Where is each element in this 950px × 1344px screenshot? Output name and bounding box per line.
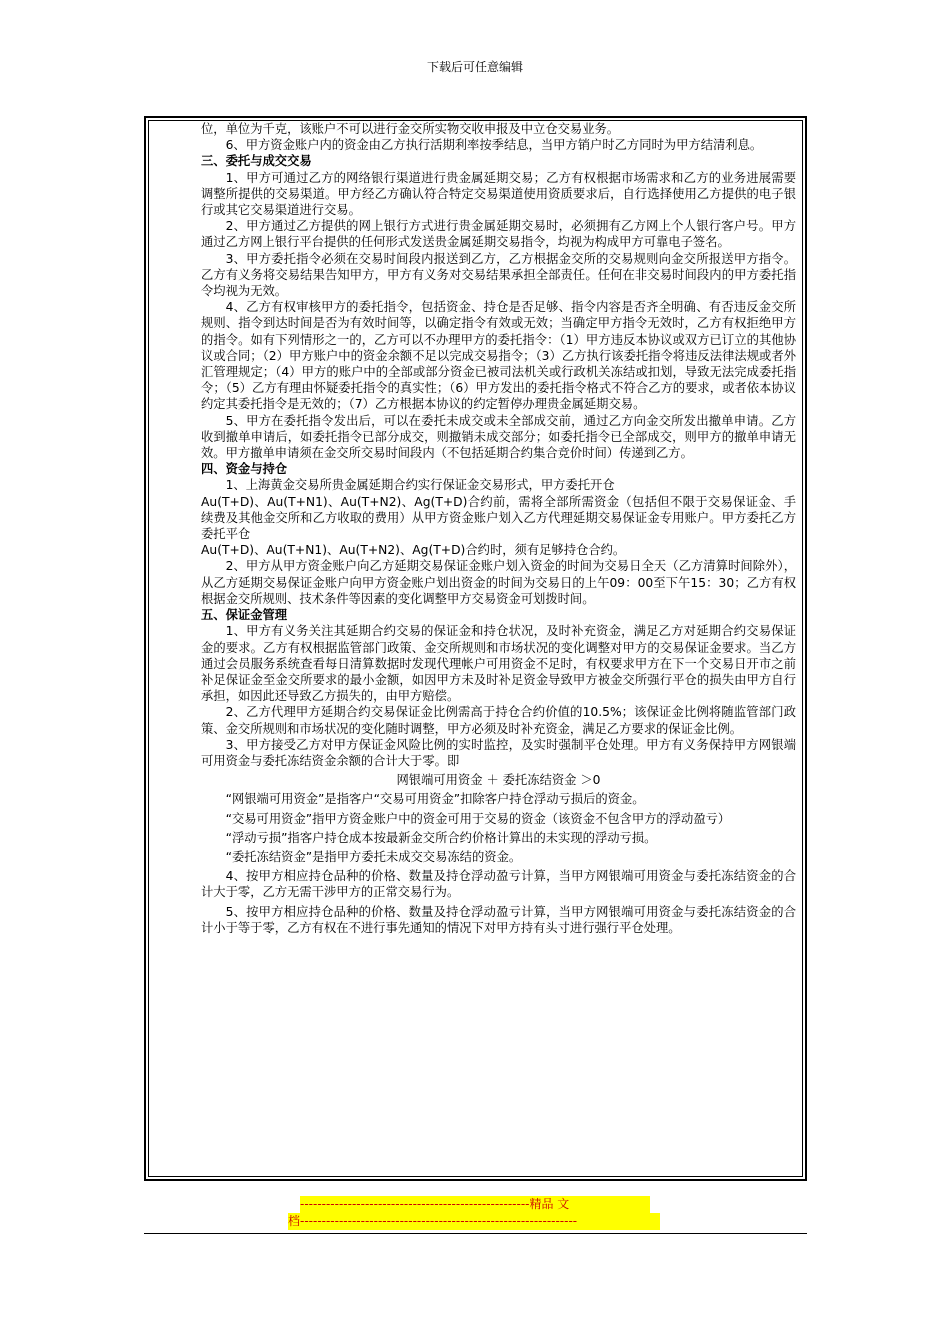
document-frame bbox=[148, 120, 803, 1177]
clause-2-6: 6、甲方资金账户内的资金由乙方执行活期利率按季结息，当甲方销户时乙方同时为甲方结清利息。 bbox=[225, 138, 763, 153]
clause-3-5: 5、甲方在委托指令发出后，可以在委托未成交或未全部成交前，通过乙方向金交所发出撤单申请。乙方收到撤单申请后，如委托指令已部分成交，则撤销未成交部分；如委托指令已全部成交，则甲方的撤单申请无效。甲方撤单申请须在金交所交易时间段内（不包括延期合约集合竞价时间）传递到乙方。 bbox=[201, 413, 796, 461]
definition-online-available-funds: “网银端可用资金”是指客户“交易可用资金”扣除客户持仓浮动亏损后的资金。 bbox=[225, 792, 645, 807]
section-heading-4: 四、资金与持仓 bbox=[201, 462, 288, 477]
clause-5-5: 5、按甲方相应持仓品种的价格、数量及持仓浮动盈亏计算，当甲方网银端可用资金与委托冻结资金的合计小于等于零，乙方有权在不进行事先通知的情况下对甲方持有头寸进行强行平仓处理。 bbox=[201, 904, 796, 935]
section-heading-3: 三、委托与成交交易 bbox=[201, 154, 312, 169]
footer-line-2: 档---------------------------------------------------------------- bbox=[288, 1213, 660, 1230]
definition-floating-loss: “浮动亏损”指客户持仓成本按最新金交所合约价格计算出的未实现的浮动亏损。 bbox=[225, 830, 657, 845]
clause-5-2: 2、乙方代理甲方延期合约交易保证金比例需高于持仓合约价值的10.5%；该保证金比例将随监管部门政策、金交所规则和市场状况的变化随时调整，甲方必须及时补充资金，满足乙方要求的保证金比例。 bbox=[201, 705, 796, 736]
clause-5-1: 1、甲方有义务关注其延期合约交易的保证金和持仓状况，及时补充资金，满足乙方对延期合约交易保证金的要求。乙方有权根据监管部门政策、金交所规则和市场状况的变化调整对甲方的交易保证金要求。当乙方通过会员服务系统查看每日清算数据时发现代理帐户可用资金不足时，有权要求甲方在下一个交易日开市之前补足保证金至金交所要求的最小金额，如因甲方未及时补足资金导致甲方被金交所强行平仓的损失由甲方自行承担，如因此还导致乙方损失的，由甲方赔偿。 bbox=[201, 624, 796, 704]
bottom-divider bbox=[144, 1233, 807, 1234]
clause-3-4: 4、乙方有权审核甲方的委托指令，包括资金、持仓是否足够、指令内容是否齐全明确、有否违反金交所规则、指令到达时间是否为有效时间等，以确定指令有效或无效；当确定甲方指令无效时，乙方有权拒绝甲方的指令。如有下列情形之一的，乙方可以不办理甲方的委托指令：（1）甲方违反本协议或双方已订立的其他协议或合同；（2）甲方账户中的资金余额不足以完成交易指令；（3）乙方执行该委托指令将违反法律法规或者外汇管理规定；（4）甲方的账户中的全部或部分资金已被司法机关或行政机关冻结或扣划，导致无法完成委托指令；（5）乙方有理由怀疑委托指令的真实性；（6）甲方发出的委托指令格式不符合乙方的要求，或者依本协议约定其委托指令是无效的；（7）乙方根据本协议的约定暂停办理贵金属延期交易。 bbox=[201, 300, 796, 412]
document-body bbox=[201, 121, 796, 936]
clause-4-1-line3: Au(T+D)、Au(T+N1)、Au(T+N2)、Ag(T+D)合约时，须有足够持仓合约。 bbox=[201, 543, 626, 558]
formula: 网银端可用资金 ＋ 委托冻结资金 ＞0 bbox=[396, 773, 601, 788]
definition-frozen-funds: “委托冻结资金”是指甲方委托未成交交易冻结的资金。 bbox=[225, 849, 522, 864]
footer-watermark bbox=[288, 1196, 660, 1230]
clause-5-3: 3、甲方接受乙方对甲方保证金风险比例的实时监控，及实时强制平仓处理。甲方有义务保持甲方网银端可用资金与委托冻结资金余额的合计大于零。即 bbox=[201, 737, 796, 768]
clause-4-1-line1: 1、上海黄金交易所贵金属延期合约实行保证金交易形式，甲方委托开仓 bbox=[225, 478, 615, 493]
clause-3-2: 2、甲方通过乙方提供的网上银行方式进行贵金属延期交易时，必须拥有乙方网上个人银行客户号。甲方通过乙方网上银行平台提供的任何形式发送贵金属延期交易指令，均视为构成甲方可靠电子签名。 bbox=[201, 219, 796, 250]
section-heading-5: 五、保证金管理 bbox=[201, 608, 288, 623]
definition-trading-available-funds: “交易可用资金”指甲方资金账户中的资金可用于交易的资金（该资金不包含甲方的浮动盈亏） bbox=[225, 811, 731, 826]
paragraph-continued: 位，单位为千克，该账户不可以进行金交所实物交收申报及中立仓交易业务。 bbox=[201, 122, 620, 136]
clause-3-3: 3、甲方委托指令必须在交易时间段内报送到乙方，乙方根据金交所的交易规则向金交所报送甲方指令。乙方有义务将交易结果告知甲方，甲方有义务对交易结果承担全部责任。任何在非交易时间段内的甲方委托指令均视为无效。 bbox=[201, 251, 796, 299]
clause-3-1: 1、甲方可通过乙方的网络银行渠道进行贵金属延期交易；乙方有权根据市场需求和乙方的业务进展需要调整所提供的交易渠道。甲方经乙方确认符合特定交易渠道使用资质要求后，自行选择使用乙方提供的电子银行或其它交易渠道进行交易。 bbox=[201, 170, 796, 218]
footer-line-1: -----------------------------------------------------精品 文 bbox=[300, 1196, 650, 1213]
clause-4-2: 2、甲方从甲方资金账户向乙方延期交易保证金账户划入资金的时间为交易日全天（乙方清算时间除外），从乙方延期交易保证金账户向甲方资金账户划出资金的时间为交易日的上午09：00至下午15：30；乙方有权根据金交所规则、技术条件等因素的变化调整甲方交易资金可划拨时间。 bbox=[201, 559, 796, 606]
page-header-caption: 下载后可任意编辑 bbox=[426, 60, 523, 74]
clause-4-1-line2: Au(T+D)、Au(T+N1)、Au(T+N2)、Ag(T+D)合约前，需将全部所需资金（包括但不限于交易保证金、手续费及其他金交所和乙方收取的费用）从甲方资金账户划入乙方代理延期交易保证金专用账户。甲方委托乙方委托平仓 bbox=[201, 494, 796, 542]
clause-5-4: 4、按甲方相应持仓品种的价格、数量及持仓浮动盈亏计算，当甲方网银端可用资金与委托冻结资金的合计大于零，乙方无需干涉甲方的正常交易行为。 bbox=[201, 869, 796, 900]
